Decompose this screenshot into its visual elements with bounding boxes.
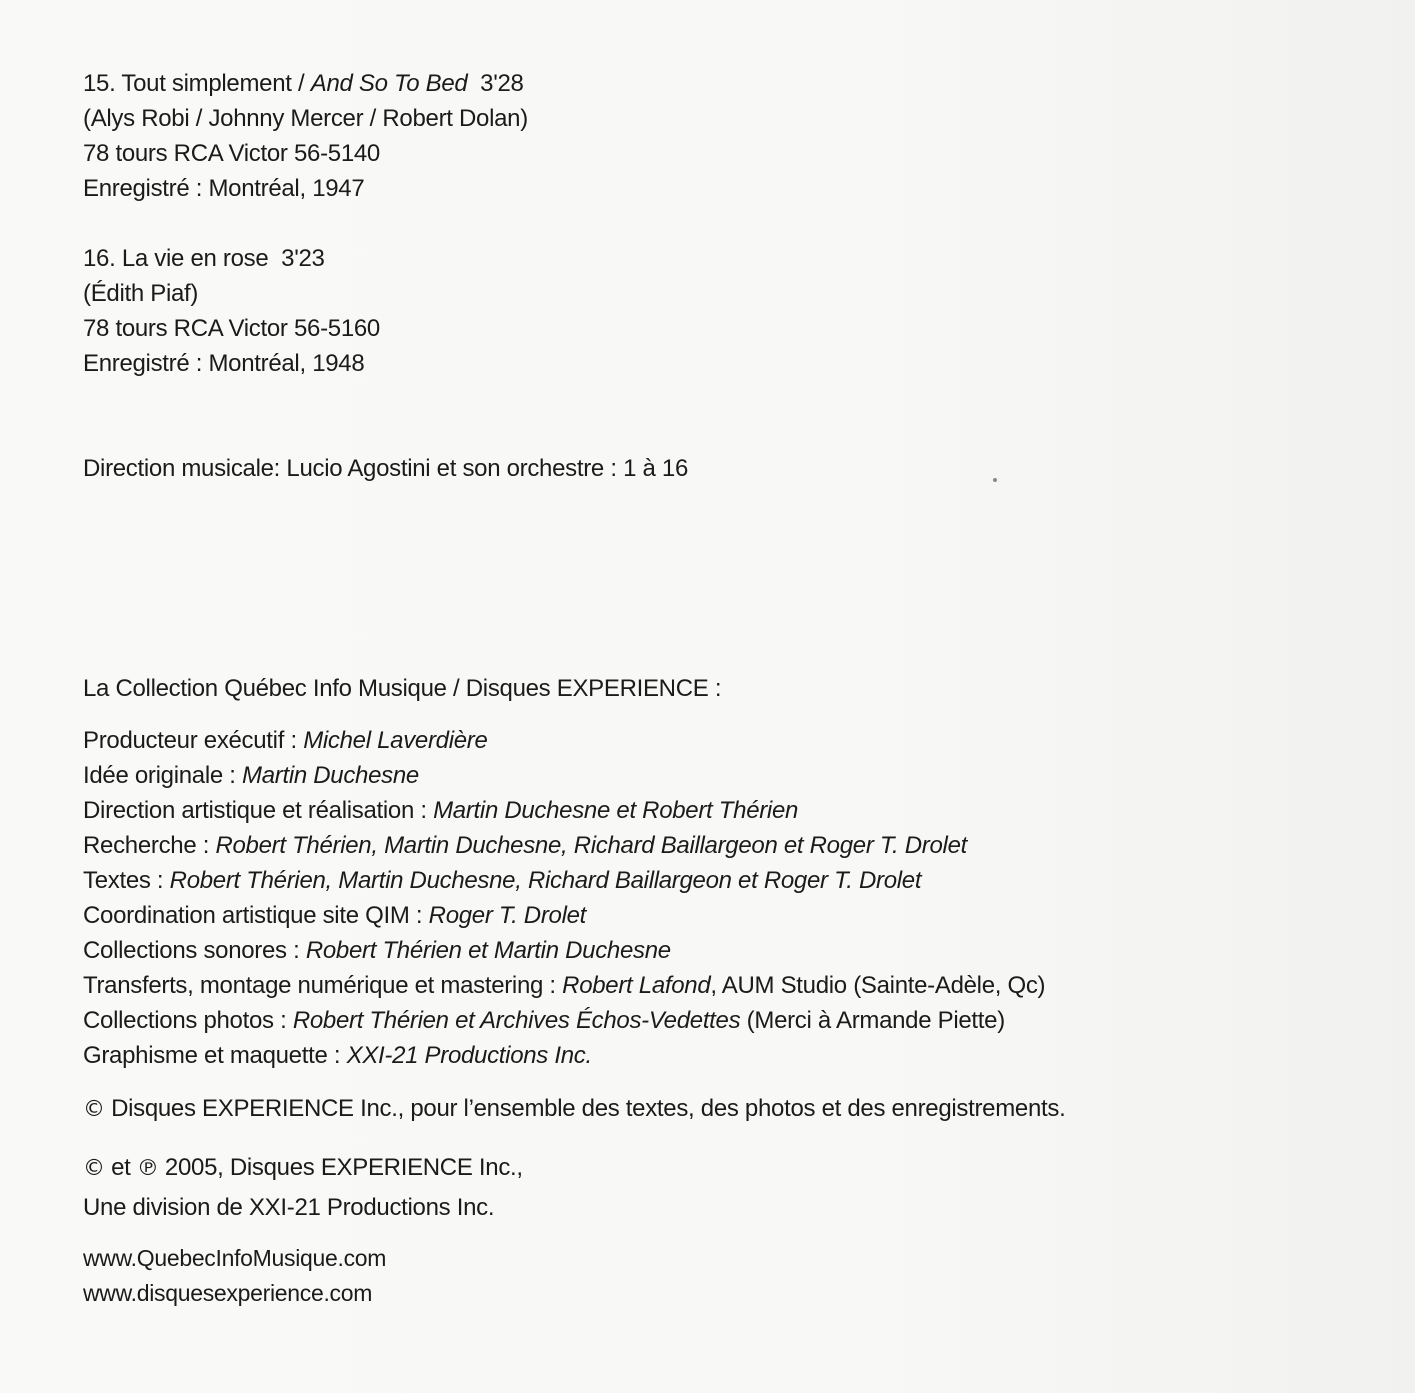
track-title: 16. La vie en rose [83,245,269,272]
track-record: 78 tours RCA Victor 56-5140 [83,140,380,167]
track-16 [83,241,1263,381]
division-line: Une division de XXI-21 Productions Inc. [83,1194,495,1221]
track-15 [83,66,1263,206]
credit-line [83,758,1263,793]
credit-role: Collections sonores : [83,937,306,964]
credits-list [83,723,1263,1073]
track-duration: 3'28 [480,70,524,97]
credit-line [83,828,1263,863]
website-link-qim[interactable]: www.QuebecInfoMusique.com [83,1245,387,1271]
credit-name: Martin Duchesne et Robert Thérien [433,797,799,824]
copyright-symbol: © [83,1156,105,1181]
credit-name: Michel Laverdière [303,727,488,754]
credit-line [83,1038,1263,1073]
credit-role: Producteur exécutif : [83,727,304,754]
musical-direction-text: Direction musicale: Lucio Agostini et son orchestre : 1 à 16 [83,455,688,482]
collection-heading-text: La Collection Québec Info Musique / Disques EXPERIENCE : [83,675,722,702]
credit-role: Transferts, montage numérique et mastering : [83,972,563,999]
credit-extra: (Merci à Armande Piette) [740,1007,1005,1034]
liner-notes-page [83,66,1263,1311]
credit-role: Collections photos : [83,1007,293,1034]
credit-name: Robert Thérien, Martin Duchesne, Richard Baillargeon et Roger T. Drolet [215,832,967,859]
track-title-line [83,66,1263,101]
track-title: 15. Tout simplement / [83,70,311,97]
website-link-experience[interactable]: www.disquesexperience.com [83,1280,373,1306]
credit-role: Recherche : [83,832,216,859]
copyright-line [83,1148,1263,1188]
track-record: 78 tours RCA Victor 56-5160 [83,315,380,342]
copyright-line [83,1091,1263,1126]
track-composers: (Édith Piaf) [83,280,199,307]
credit-name: Martin Duchesne [242,762,419,789]
credit-name: XXI-21 Productions Inc. [346,1042,592,1069]
track-recorded: Enregistré : Montréal, 1948 [83,350,365,377]
credit-line [83,898,1263,933]
credit-name: Robert Lafond [562,972,711,999]
track-title-line [83,241,1263,276]
credit-line [83,968,1263,1003]
credit-role: Direction artistique et réalisation : [83,797,434,824]
credit-line [83,723,1263,758]
copyright-symbol: © [83,1097,105,1122]
credit-name: Robert Thérien et Archives Échos-Vedettes [292,1007,741,1034]
credit-role: Idée originale : [83,762,243,789]
track-duration: 3'23 [281,245,325,272]
credit-role: Coordination artistique site QIM : [83,902,429,929]
credit-extra: , AUM Studio (Sainte-Adèle, Qc) [710,972,1046,999]
copyright-notice [83,1091,1263,1126]
credit-name: Roger T. Drolet [428,902,587,929]
track-recorded: Enregistré : Montréal, 1947 [83,175,365,202]
copyright-year-publisher: 2005, Disques EXPERIENCE Inc., [158,1154,523,1181]
track-alt-title: And So To Bed [310,70,468,97]
credit-line [83,933,1263,968]
website-links [83,1241,1263,1311]
track-composers: (Alys Robi / Johnny Mercer / Robert Dolan) [83,105,528,132]
credit-line [83,1003,1263,1038]
credit-line [83,863,1263,898]
copyright-conjunction: et [104,1154,137,1181]
credit-name: Robert Thérien, Martin Duchesne, Richard Baillargeon et Roger T. Drolet [169,867,922,894]
copyright-text: Disques EXPERIENCE Inc., pour l’ensemble des textes, des photos et des enregistrements. [104,1095,1066,1122]
musical-direction [83,451,1263,486]
credit-name: Robert Thérien et Martin Duchesne [305,937,671,964]
credit-role: Textes : [83,867,170,894]
credit-role: Graphisme et maquette : [83,1042,347,1069]
copyright-publisher [83,1148,1263,1228]
collection-heading [83,671,1263,706]
phonogram-symbol: ℗ [136,1156,159,1181]
credit-line [83,793,1263,828]
